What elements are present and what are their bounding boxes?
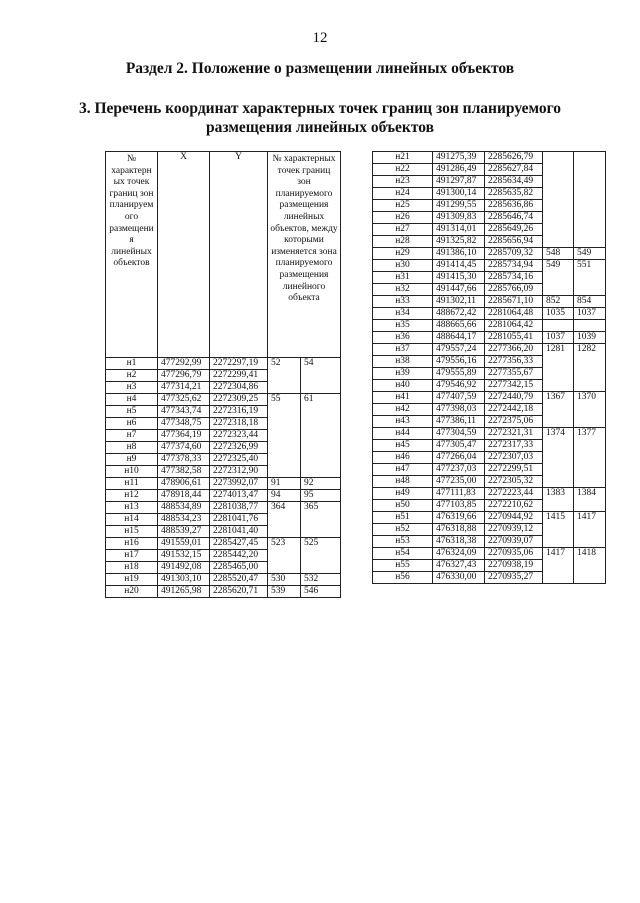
y-coord-cell: 2285520,47 xyxy=(210,574,268,586)
y-coord-cell: 2285646,74 xyxy=(485,212,543,224)
point-id-cell: н56 xyxy=(373,572,433,584)
table-row xyxy=(373,512,606,524)
x-coord-cell: 479546,92 xyxy=(433,380,485,392)
point-id-cell: н53 xyxy=(373,536,433,548)
point-id-cell: н47 xyxy=(373,464,433,476)
table-row xyxy=(106,358,341,370)
point-id-cell: н44 xyxy=(373,428,433,440)
y-coord-cell: 2274013,47 xyxy=(210,490,268,502)
point-id-cell: н42 xyxy=(373,404,433,416)
header-x: X xyxy=(158,152,210,358)
table-row xyxy=(373,152,606,164)
y-coord-cell: 2272309,25 xyxy=(210,394,268,406)
table-body-left xyxy=(106,358,341,598)
point-id-cell: н40 xyxy=(373,380,433,392)
y-coord-cell: 2285634,49 xyxy=(485,176,543,188)
point-id-cell: н7 xyxy=(106,430,158,442)
section-title: Раздел 2. Положение о размещении линейных объектов xyxy=(125,60,515,77)
zone-start-point-cell: 539 xyxy=(268,586,301,598)
point-id-cell: н54 xyxy=(373,548,433,560)
point-id-cell: н48 xyxy=(373,476,433,488)
zone-start-point-cell: 1374 xyxy=(543,428,574,488)
zone-start-point-cell: 55 xyxy=(268,394,301,478)
x-coord-cell: 491414,45 xyxy=(433,260,485,272)
table-row xyxy=(106,538,341,550)
y-coord-cell: 2272316,19 xyxy=(210,406,268,418)
y-coord-cell: 2281041,40 xyxy=(210,526,268,538)
zone-start-point-cell: 1417 xyxy=(543,548,574,584)
y-coord-cell: 2272326,99 xyxy=(210,442,268,454)
x-coord-cell: 488539,27 xyxy=(158,526,210,538)
point-id-cell: н19 xyxy=(106,574,158,586)
x-coord-cell: 476318,38 xyxy=(433,536,485,548)
point-id-cell: н50 xyxy=(373,500,433,512)
point-id-cell: н38 xyxy=(373,356,433,368)
y-coord-cell: 2281038,77 xyxy=(210,502,268,514)
x-coord-cell: 476324,09 xyxy=(433,548,485,560)
x-coord-cell: 477103,85 xyxy=(433,500,485,512)
table-row xyxy=(373,332,606,344)
zone-end-point-cell: 1282 xyxy=(574,344,606,392)
zone-start-point-cell xyxy=(543,320,574,332)
y-coord-cell: 2272304,86 xyxy=(210,382,268,394)
zone-end-point-cell: 546 xyxy=(301,586,341,598)
zone-end-point-cell: 95 xyxy=(301,490,341,502)
y-coord-cell: 2272223,44 xyxy=(485,488,543,500)
y-coord-cell: 2272305,32 xyxy=(485,476,543,488)
zone-start-point-cell: 1281 xyxy=(543,344,574,392)
zone-end-point-cell: 525 xyxy=(301,538,341,574)
x-coord-cell: 477292,99 xyxy=(158,358,210,370)
table-row xyxy=(373,308,606,320)
table-row xyxy=(373,260,606,272)
x-coord-cell: 491492,08 xyxy=(158,562,210,574)
y-coord-cell: 2277355,67 xyxy=(485,368,543,380)
table-row xyxy=(106,574,341,586)
page-number: 12 xyxy=(312,30,328,46)
y-coord-cell: 2285734,94 xyxy=(485,260,543,272)
header-point-no: № характерн ых точек границ зон планируем ого размещени я линейных объектов xyxy=(106,152,158,358)
x-coord-cell: 491559,01 xyxy=(158,538,210,550)
point-id-cell: н24 xyxy=(373,188,433,200)
y-coord-cell: 2285635,82 xyxy=(485,188,543,200)
point-id-cell: н46 xyxy=(373,452,433,464)
table-row xyxy=(373,392,606,404)
table-row xyxy=(106,478,341,490)
table-row xyxy=(106,394,341,406)
table-body-right xyxy=(373,152,606,584)
y-coord-cell: 2270939,12 xyxy=(485,524,543,536)
x-coord-cell: 477237,03 xyxy=(433,464,485,476)
zone-end-point-cell: 1384 xyxy=(574,488,606,512)
point-id-cell: н37 xyxy=(373,344,433,356)
point-id-cell: н20 xyxy=(106,586,158,598)
point-id-cell: н3 xyxy=(106,382,158,394)
x-coord-cell: 491325,82 xyxy=(433,236,485,248)
y-coord-cell: 2270935,27 xyxy=(485,572,543,584)
y-coord-cell: 2285656,94 xyxy=(485,236,543,248)
y-coord-cell: 2272325,40 xyxy=(210,454,268,466)
x-coord-cell: 491532,15 xyxy=(158,550,210,562)
y-coord-cell: 2272299,41 xyxy=(210,370,268,382)
x-coord-cell: 477374,60 xyxy=(158,442,210,454)
zone-start-point-cell: 1037 xyxy=(543,332,574,344)
point-id-cell: н32 xyxy=(373,284,433,296)
y-coord-cell: 2285627,84 xyxy=(485,164,543,176)
list-title-line2: размещения линейных объектов xyxy=(205,119,435,136)
zone-end-point-cell: 92 xyxy=(301,478,341,490)
x-coord-cell: 491386,10 xyxy=(433,248,485,260)
zone-end-point-cell xyxy=(574,152,606,248)
x-coord-cell: 477266,04 xyxy=(433,452,485,464)
x-coord-cell: 488665,66 xyxy=(433,320,485,332)
x-coord-cell: 491447,66 xyxy=(433,284,485,296)
y-coord-cell: 2285636,86 xyxy=(485,200,543,212)
x-coord-cell: 477382,58 xyxy=(158,466,210,478)
x-coord-cell: 488672,42 xyxy=(433,308,485,320)
y-coord-cell: 2285427,45 xyxy=(210,538,268,550)
x-coord-cell: 491314,01 xyxy=(433,224,485,236)
table-row xyxy=(106,502,341,514)
x-coord-cell: 477348,75 xyxy=(158,418,210,430)
point-id-cell: н5 xyxy=(106,406,158,418)
y-coord-cell: 2281041,76 xyxy=(210,514,268,526)
zone-end-point-cell xyxy=(574,320,606,332)
y-coord-cell: 2270939,07 xyxy=(485,536,543,548)
list-title-line1: 3. Перечень координат характерных точек границ зон планируемого xyxy=(79,100,561,117)
y-coord-cell: 2281064,42 xyxy=(485,320,543,332)
x-coord-cell: 488534,23 xyxy=(158,514,210,526)
zone-end-point-cell: 365 xyxy=(301,502,341,538)
point-id-cell: н33 xyxy=(373,296,433,308)
x-coord-cell: 491299,55 xyxy=(433,200,485,212)
y-coord-cell: 2272307,03 xyxy=(485,452,543,464)
point-id-cell: н1 xyxy=(106,358,158,370)
point-id-cell: н8 xyxy=(106,442,158,454)
table-row xyxy=(373,488,606,500)
y-coord-cell: 2272440,79 xyxy=(485,392,543,404)
y-coord-cell: 2277342,15 xyxy=(485,380,543,392)
x-coord-cell: 477235,00 xyxy=(433,476,485,488)
point-id-cell: н34 xyxy=(373,308,433,320)
coordinates-table-right xyxy=(372,151,606,584)
point-id-cell: н10 xyxy=(106,466,158,478)
header-zone-no: № характерных точек границ зон планируемого размещения линейных объектов, между которыми изменяется зона планируемого размещения линейного объекта xyxy=(268,152,341,358)
y-coord-cell: 2270944,92 xyxy=(485,512,543,524)
point-id-cell: н26 xyxy=(373,212,433,224)
x-coord-cell: 491309,83 xyxy=(433,212,485,224)
x-coord-cell: 476318,88 xyxy=(433,524,485,536)
x-coord-cell: 488644,17 xyxy=(433,332,485,344)
x-coord-cell: 477305,47 xyxy=(433,440,485,452)
list-title xyxy=(0,99,640,137)
x-coord-cell: 477296,79 xyxy=(158,370,210,382)
table-row xyxy=(373,248,606,260)
x-coord-cell: 477364,19 xyxy=(158,430,210,442)
x-coord-cell: 491415,30 xyxy=(433,272,485,284)
y-coord-cell: 2285465,00 xyxy=(210,562,268,574)
point-id-cell: н18 xyxy=(106,562,158,574)
y-coord-cell: 2272317,33 xyxy=(485,440,543,452)
table-row xyxy=(106,586,341,598)
x-coord-cell: 491297,87 xyxy=(433,176,485,188)
point-id-cell: н45 xyxy=(373,440,433,452)
x-coord-cell: 479556,16 xyxy=(433,356,485,368)
point-id-cell: н12 xyxy=(106,490,158,502)
x-coord-cell: 478918,44 xyxy=(158,490,210,502)
point-id-cell: н49 xyxy=(373,488,433,500)
zone-start-point-cell: 548 xyxy=(543,248,574,260)
y-coord-cell: 2285649,26 xyxy=(485,224,543,236)
zone-end-point-cell: 532 xyxy=(301,574,341,586)
y-coord-cell: 2285709,32 xyxy=(485,248,543,260)
zone-end-point-cell: 61 xyxy=(301,394,341,478)
zone-end-point-cell: 1370 xyxy=(574,392,606,428)
zone-start-point-cell: 91 xyxy=(268,478,301,490)
zone-start-point-cell xyxy=(543,152,574,248)
y-coord-cell: 2272321,31 xyxy=(485,428,543,440)
zone-start-point-cell: 52 xyxy=(268,358,301,394)
point-id-cell: н23 xyxy=(373,176,433,188)
y-coord-cell: 2277356,33 xyxy=(485,356,543,368)
table-row xyxy=(373,296,606,308)
point-id-cell: н2 xyxy=(106,370,158,382)
y-coord-cell: 2281064,48 xyxy=(485,308,543,320)
table-row xyxy=(373,344,606,356)
zone-start-point-cell: 1415 xyxy=(543,512,574,548)
zone-start-point-cell: 852 xyxy=(543,296,574,308)
y-coord-cell: 2272442,18 xyxy=(485,404,543,416)
y-coord-cell: 2272297,19 xyxy=(210,358,268,370)
y-coord-cell: 2272312,90 xyxy=(210,466,268,478)
point-id-cell: н55 xyxy=(373,560,433,572)
x-coord-cell: 491275,39 xyxy=(433,152,485,164)
x-coord-cell: 491300,14 xyxy=(433,188,485,200)
point-id-cell: н43 xyxy=(373,416,433,428)
point-id-cell: н14 xyxy=(106,514,158,526)
point-id-cell: н13 xyxy=(106,502,158,514)
point-id-cell: н22 xyxy=(373,164,433,176)
y-coord-cell: 2285442,20 xyxy=(210,550,268,562)
point-id-cell: н21 xyxy=(373,152,433,164)
point-id-cell: н35 xyxy=(373,320,433,332)
y-coord-cell: 2272375,06 xyxy=(485,416,543,428)
point-id-cell: н39 xyxy=(373,368,433,380)
header-y: Y xyxy=(210,152,268,358)
y-coord-cell: 2285620,71 xyxy=(210,586,268,598)
x-coord-cell: 488534,89 xyxy=(158,502,210,514)
x-coord-cell: 477386,11 xyxy=(433,416,485,428)
zone-end-point-cell: 549 xyxy=(574,248,606,260)
y-coord-cell: 2272210,62 xyxy=(485,500,543,512)
y-coord-cell: 2285626,79 xyxy=(485,152,543,164)
zone-end-point-cell: 1418 xyxy=(574,548,606,584)
x-coord-cell: 476319,66 xyxy=(433,512,485,524)
x-coord-cell: 477314,21 xyxy=(158,382,210,394)
zone-end-point-cell: 1417 xyxy=(574,512,606,548)
x-coord-cell: 491265,98 xyxy=(158,586,210,598)
zone-start-point-cell: 530 xyxy=(268,574,301,586)
point-id-cell: н25 xyxy=(373,200,433,212)
zone-start-point-cell: 1367 xyxy=(543,392,574,428)
y-coord-cell: 2285766,09 xyxy=(485,284,543,296)
coordinates-table-left xyxy=(105,151,341,598)
table-row xyxy=(373,428,606,440)
point-id-cell: н17 xyxy=(106,550,158,562)
x-coord-cell: 476330,00 xyxy=(433,572,485,584)
y-coord-cell: 2273992,07 xyxy=(210,478,268,490)
y-coord-cell: 2277366,20 xyxy=(485,344,543,356)
zone-start-point-cell: 364 xyxy=(268,502,301,538)
point-id-cell: н11 xyxy=(106,478,158,490)
x-coord-cell: 477343,74 xyxy=(158,406,210,418)
zone-end-point-cell: 54 xyxy=(301,358,341,394)
point-id-cell: н28 xyxy=(373,236,433,248)
point-id-cell: н52 xyxy=(373,524,433,536)
x-coord-cell: 477398,03 xyxy=(433,404,485,416)
x-coord-cell: 491286,49 xyxy=(433,164,485,176)
table-row xyxy=(373,548,606,560)
table-row xyxy=(106,490,341,502)
zone-start-point-cell: 94 xyxy=(268,490,301,502)
zone-end-point-cell: 551 xyxy=(574,260,606,296)
table-row xyxy=(373,320,606,332)
y-coord-cell: 2270935,06 xyxy=(485,548,543,560)
point-id-cell: н9 xyxy=(106,454,158,466)
zone-start-point-cell: 523 xyxy=(268,538,301,574)
point-id-cell: н16 xyxy=(106,538,158,550)
zone-end-point-cell: 1037 xyxy=(574,308,606,320)
y-coord-cell: 2272299,51 xyxy=(485,464,543,476)
zone-end-point-cell: 1377 xyxy=(574,428,606,488)
point-id-cell: н36 xyxy=(373,332,433,344)
point-id-cell: н27 xyxy=(373,224,433,236)
y-coord-cell: 2285671,10 xyxy=(485,296,543,308)
y-coord-cell: 2281055,41 xyxy=(485,332,543,344)
y-coord-cell: 2272318,18 xyxy=(210,418,268,430)
x-coord-cell: 476327,43 xyxy=(433,560,485,572)
x-coord-cell: 477304,59 xyxy=(433,428,485,440)
x-coord-cell: 477378,33 xyxy=(158,454,210,466)
zone-end-point-cell: 1039 xyxy=(574,332,606,344)
zone-end-point-cell: 854 xyxy=(574,296,606,308)
y-coord-cell: 2272323,44 xyxy=(210,430,268,442)
x-coord-cell: 477111,83 xyxy=(433,488,485,500)
zone-start-point-cell: 1035 xyxy=(543,308,574,320)
zone-start-point-cell: 549 xyxy=(543,260,574,296)
x-coord-cell: 479557,24 xyxy=(433,344,485,356)
point-id-cell: н15 xyxy=(106,526,158,538)
y-coord-cell: 2270938,19 xyxy=(485,560,543,572)
x-coord-cell: 478906,61 xyxy=(158,478,210,490)
x-coord-cell: 477325,62 xyxy=(158,394,210,406)
point-id-cell: н4 xyxy=(106,394,158,406)
point-id-cell: н30 xyxy=(373,260,433,272)
y-coord-cell: 2285734,16 xyxy=(485,272,543,284)
point-id-cell: н31 xyxy=(373,272,433,284)
zone-start-point-cell: 1383 xyxy=(543,488,574,512)
point-id-cell: н29 xyxy=(373,248,433,260)
point-id-cell: н6 xyxy=(106,418,158,430)
x-coord-cell: 491303,10 xyxy=(158,574,210,586)
x-coord-cell: 479555,89 xyxy=(433,368,485,380)
x-coord-cell: 477407,59 xyxy=(433,392,485,404)
point-id-cell: н41 xyxy=(373,392,433,404)
x-coord-cell: 491302,11 xyxy=(433,296,485,308)
point-id-cell: н51 xyxy=(373,512,433,524)
